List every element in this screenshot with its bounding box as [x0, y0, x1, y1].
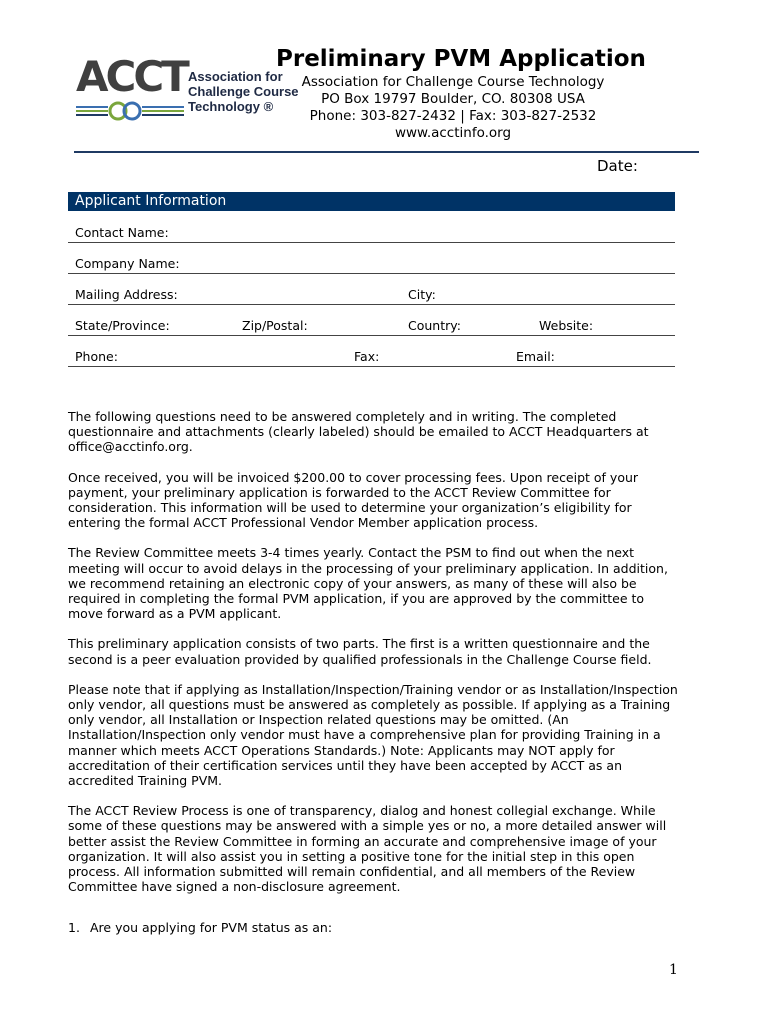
- page-title: Preliminary PVM Application: [276, 46, 646, 72]
- paragraph: The Review Committee meets 3-4 times yearly. Contact the PSM to find out when the next meeting will occur to avoid delays in the processing of your preliminary application. In addition, we recommend retaining an electronic copy of your answers, as many of these will also be required in completing the formal PVM application, if you are approved by the committee to move forward as a PVM applicant.: [68, 545, 668, 622]
- org-address: PO Box 19797 Boulder, CO. 80308 USA: [321, 91, 585, 107]
- mailing-address-field[interactable]: Mailing Address:: [75, 287, 178, 302]
- website-field[interactable]: Website:: [539, 318, 594, 333]
- org-website: www.acctinfo.org: [394, 125, 512, 141]
- contact-name-label: Contact Name:: [75, 225, 169, 240]
- org-phone-fax: Phone: 303-827-2432 | Fax: 303-827-2532: [309, 108, 597, 124]
- fax-field[interactable]: Fax:: [354, 349, 380, 364]
- page-number: 1: [669, 962, 678, 978]
- contact-name-field[interactable]: [68, 222, 675, 243]
- state-province-field[interactable]: State/Province:: [75, 318, 170, 333]
- phone-field[interactable]: Phone:: [75, 349, 118, 364]
- question-text: Are you applying for PVM status as an:: [90, 920, 333, 935]
- section-heading-applicant-info: Applicant Information: [68, 192, 675, 211]
- question-number: 1.: [68, 920, 80, 935]
- address-row: [68, 284, 675, 305]
- date-field[interactable]: Date:: [597, 157, 638, 175]
- org-name: Association for Challenge Course Technology: [301, 74, 605, 90]
- logo-acronym: ACCT: [76, 52, 187, 101]
- logo-full-name: Association for Challenge Course Technology ®: [188, 69, 299, 114]
- instructions-text: [68, 409, 680, 909]
- paragraph: Once received, you will be invoiced $200.00 to cover processing fees. Upon receipt of your payment, your preliminary application is forwarded to the ACCT Review Committee for consideration. This information will be used to determine your organization’s eligibility for entering the formal ACCT Professional Vendor Member application process.: [68, 469, 639, 531]
- paragraph: Please note that if applying as Installation/Inspection/Training vendor or as Installation/Inspection only vendor, all questions must be answered as completely as possible. If applying as a Training only vendor, all Installation or Inspection related questions may be omitted. (An Installation/Inspection only vendor must have a comprehensive plan for providing Training in a manner which meets ACCT Operations Standards.) Note: Applicants may NOT apply for accreditation of their certification services until they have been accepted by ACCT as an accredited Training PVM.: [68, 681, 678, 789]
- contact-row: [68, 346, 675, 367]
- zip-postal-field[interactable]: Zip/Postal:: [242, 318, 308, 333]
- city-field[interactable]: City:: [408, 287, 436, 302]
- paragraph: This preliminary application consists of two parts. The first is a written questionnaire and the second is a peer evaluation provided by qualified professionals in the Challenge Course field.: [68, 636, 652, 667]
- logo-swirl-icon: [76, 100, 186, 122]
- location-row: [68, 315, 675, 336]
- acct-logo: [76, 54, 302, 126]
- company-name-field[interactable]: [68, 253, 675, 274]
- org-contact-block: [300, 74, 606, 142]
- paragraph: The ACCT Review Process is one of transparency, dialog and honest collegial exchange. While some of these questions may be answered with a simple yes or no, a more detailed answer will better assist the Review Committee in forming an accurate and comprehensive image of your organization. It will also assist you in setting a positive tone for the initial step in this open process. All information submitted will remain confidential, and all members of the Review Committee have signed a non-disclosure agreement.: [68, 803, 667, 895]
- country-field[interactable]: Country:: [408, 318, 461, 333]
- header-divider: [74, 151, 699, 153]
- email-field[interactable]: Email:: [516, 349, 555, 364]
- paragraph: The following questions need to be answered completely and in writing. The completed questionnaire and attachments (clearly labeled) should be emailed to ACCT Headquarters at office@acctinfo.org.: [68, 409, 649, 455]
- question-1: [68, 920, 332, 936]
- company-name-label: Company Name:: [75, 256, 180, 271]
